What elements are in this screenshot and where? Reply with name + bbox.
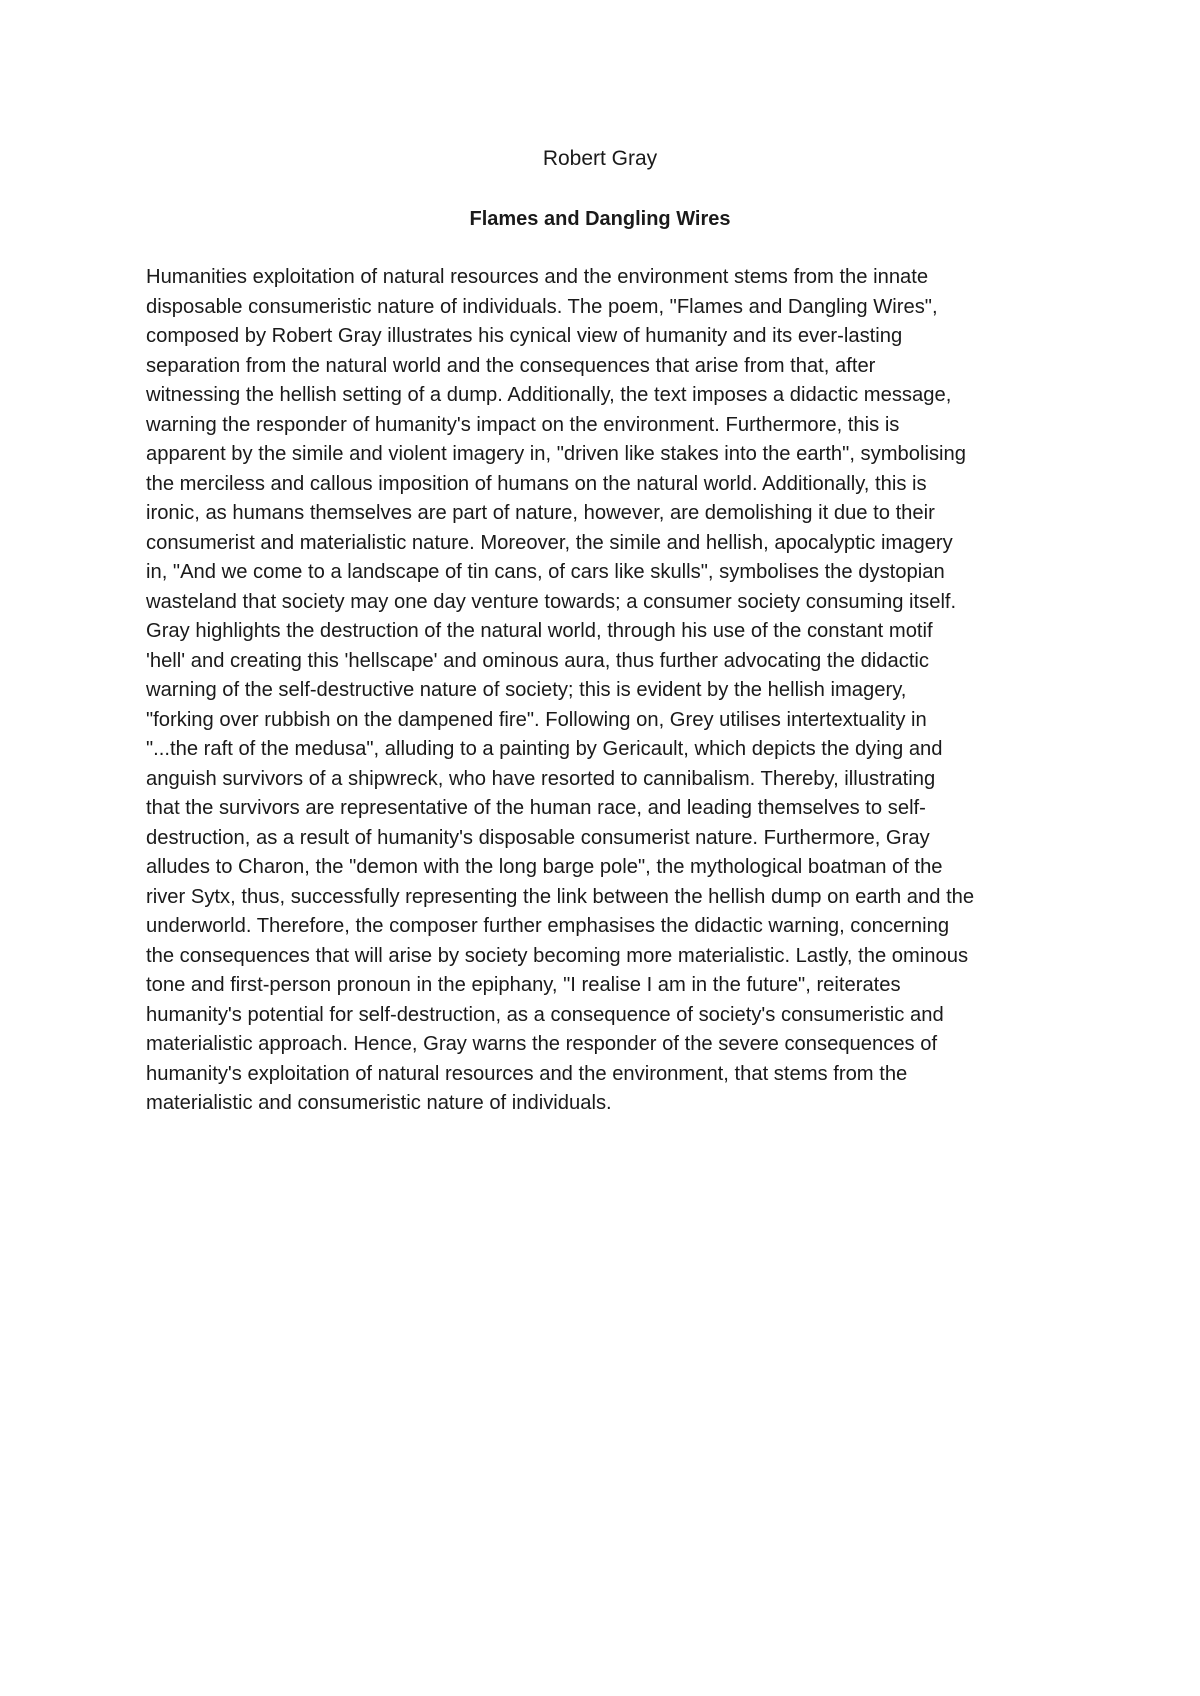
paragraph-line: "forking over rubbish on the dampened fire". Following on, Grey utilises intertextuality in	[146, 708, 927, 731]
paragraph-line: separation from the natural world and the consequences that arise from that, after	[146, 354, 876, 377]
paragraph-line: warning of the self-destructive nature of society; this is evident by the hellish imagery,	[146, 679, 907, 701]
paragraph-line: materialistic and consumeristic nature of individuals.	[146, 1092, 612, 1114]
paragraph-line: wasteland that society may one day venture towards; a consumer society consuming itself.	[146, 590, 957, 613]
paragraph-line: humanity's exploitation of natural resources and the environment, that stems from the	[146, 1062, 908, 1085]
paragraph-line: destruction, as a result of humanity's disposable consumerist nature. Furthermore, Gray	[146, 826, 930, 849]
paragraph-line: apparent by the simile and violent imagery in, "driven like stakes into the earth", symbolising	[146, 443, 966, 465]
paragraph-line: composed by Robert Gray illustrates his cynical view of humanity and its ever-lasting	[146, 325, 903, 347]
essay-paragraph	[146, 263, 1066, 1119]
paragraph-line: the merciless and callous imposition of humans on the natural world. Additionally, this is	[146, 472, 927, 495]
document-title: Flames and Dangling Wires	[469, 208, 731, 230]
paragraph-line: that the survivors are representative of the human race, and leading themselves to self-	[146, 797, 926, 819]
paragraph-line: the consequences that will arise by society becoming more materialistic. Lastly, the ominous	[146, 944, 969, 967]
paragraph-line: "...the raft of the medusa", alluding to a painting by Gericault, which depicts the dying and	[146, 738, 943, 760]
paragraph-line: Gray highlights the destruction of the natural world, through his use of the constant motif	[146, 620, 933, 642]
paragraph-line: Humanities exploitation of natural resources and the environment stems from the innate	[146, 266, 929, 288]
author-name: Robert Gray	[542, 147, 658, 170]
paragraph-line: anguish survivors of a shipwreck, who have resorted to cannibalism. Thereby, illustrating	[146, 767, 936, 790]
paragraph-line: tone and first-person pronoun in the epiphany, "I realise I am in the future", reiterates	[146, 974, 901, 996]
paragraph-line: alludes to Charon, the "demon with the long barge pole", the mythological boatman of the	[146, 856, 943, 878]
paragraph-line: warning the responder of humanity's impact on the environment. Furthermore, this is	[146, 413, 900, 436]
paragraph-line: 'hell' and creating this 'hellscape' and ominous aura, thus further advocating the didactic	[146, 649, 930, 672]
paragraph-line: witnessing the hellish setting of a dump. Additionally, the text imposes a didactic message,	[146, 384, 952, 406]
paragraph-line: disposable consumeristic nature of individuals. The poem, "Flames and Dangling Wires",	[146, 295, 938, 318]
paragraph-line: ironic, as humans themselves are part of nature, however, are demolishing it due to their	[146, 502, 935, 524]
paragraph-line: consumerist and materialistic nature. Moreover, the simile and hellish, apocalyptic imagery	[146, 531, 953, 554]
paragraph-line: humanity's potential for self-destruction, as a consequence of society's consumeristic and	[146, 1003, 944, 1026]
paragraph-line: in, "And we come to a landscape of tin cans, of cars like skulls", symbolises the dystopian	[146, 561, 945, 583]
paragraph-line: materialistic approach. Hence, Gray warns the responder of the severe consequences of	[146, 1033, 938, 1055]
paragraph-line: river Sytx, thus, successfully representing the link between the hellish dump on earth and the	[146, 885, 975, 908]
paragraph-line: underworld. Therefore, the composer further emphasises the didactic warning, concerning	[146, 915, 950, 937]
